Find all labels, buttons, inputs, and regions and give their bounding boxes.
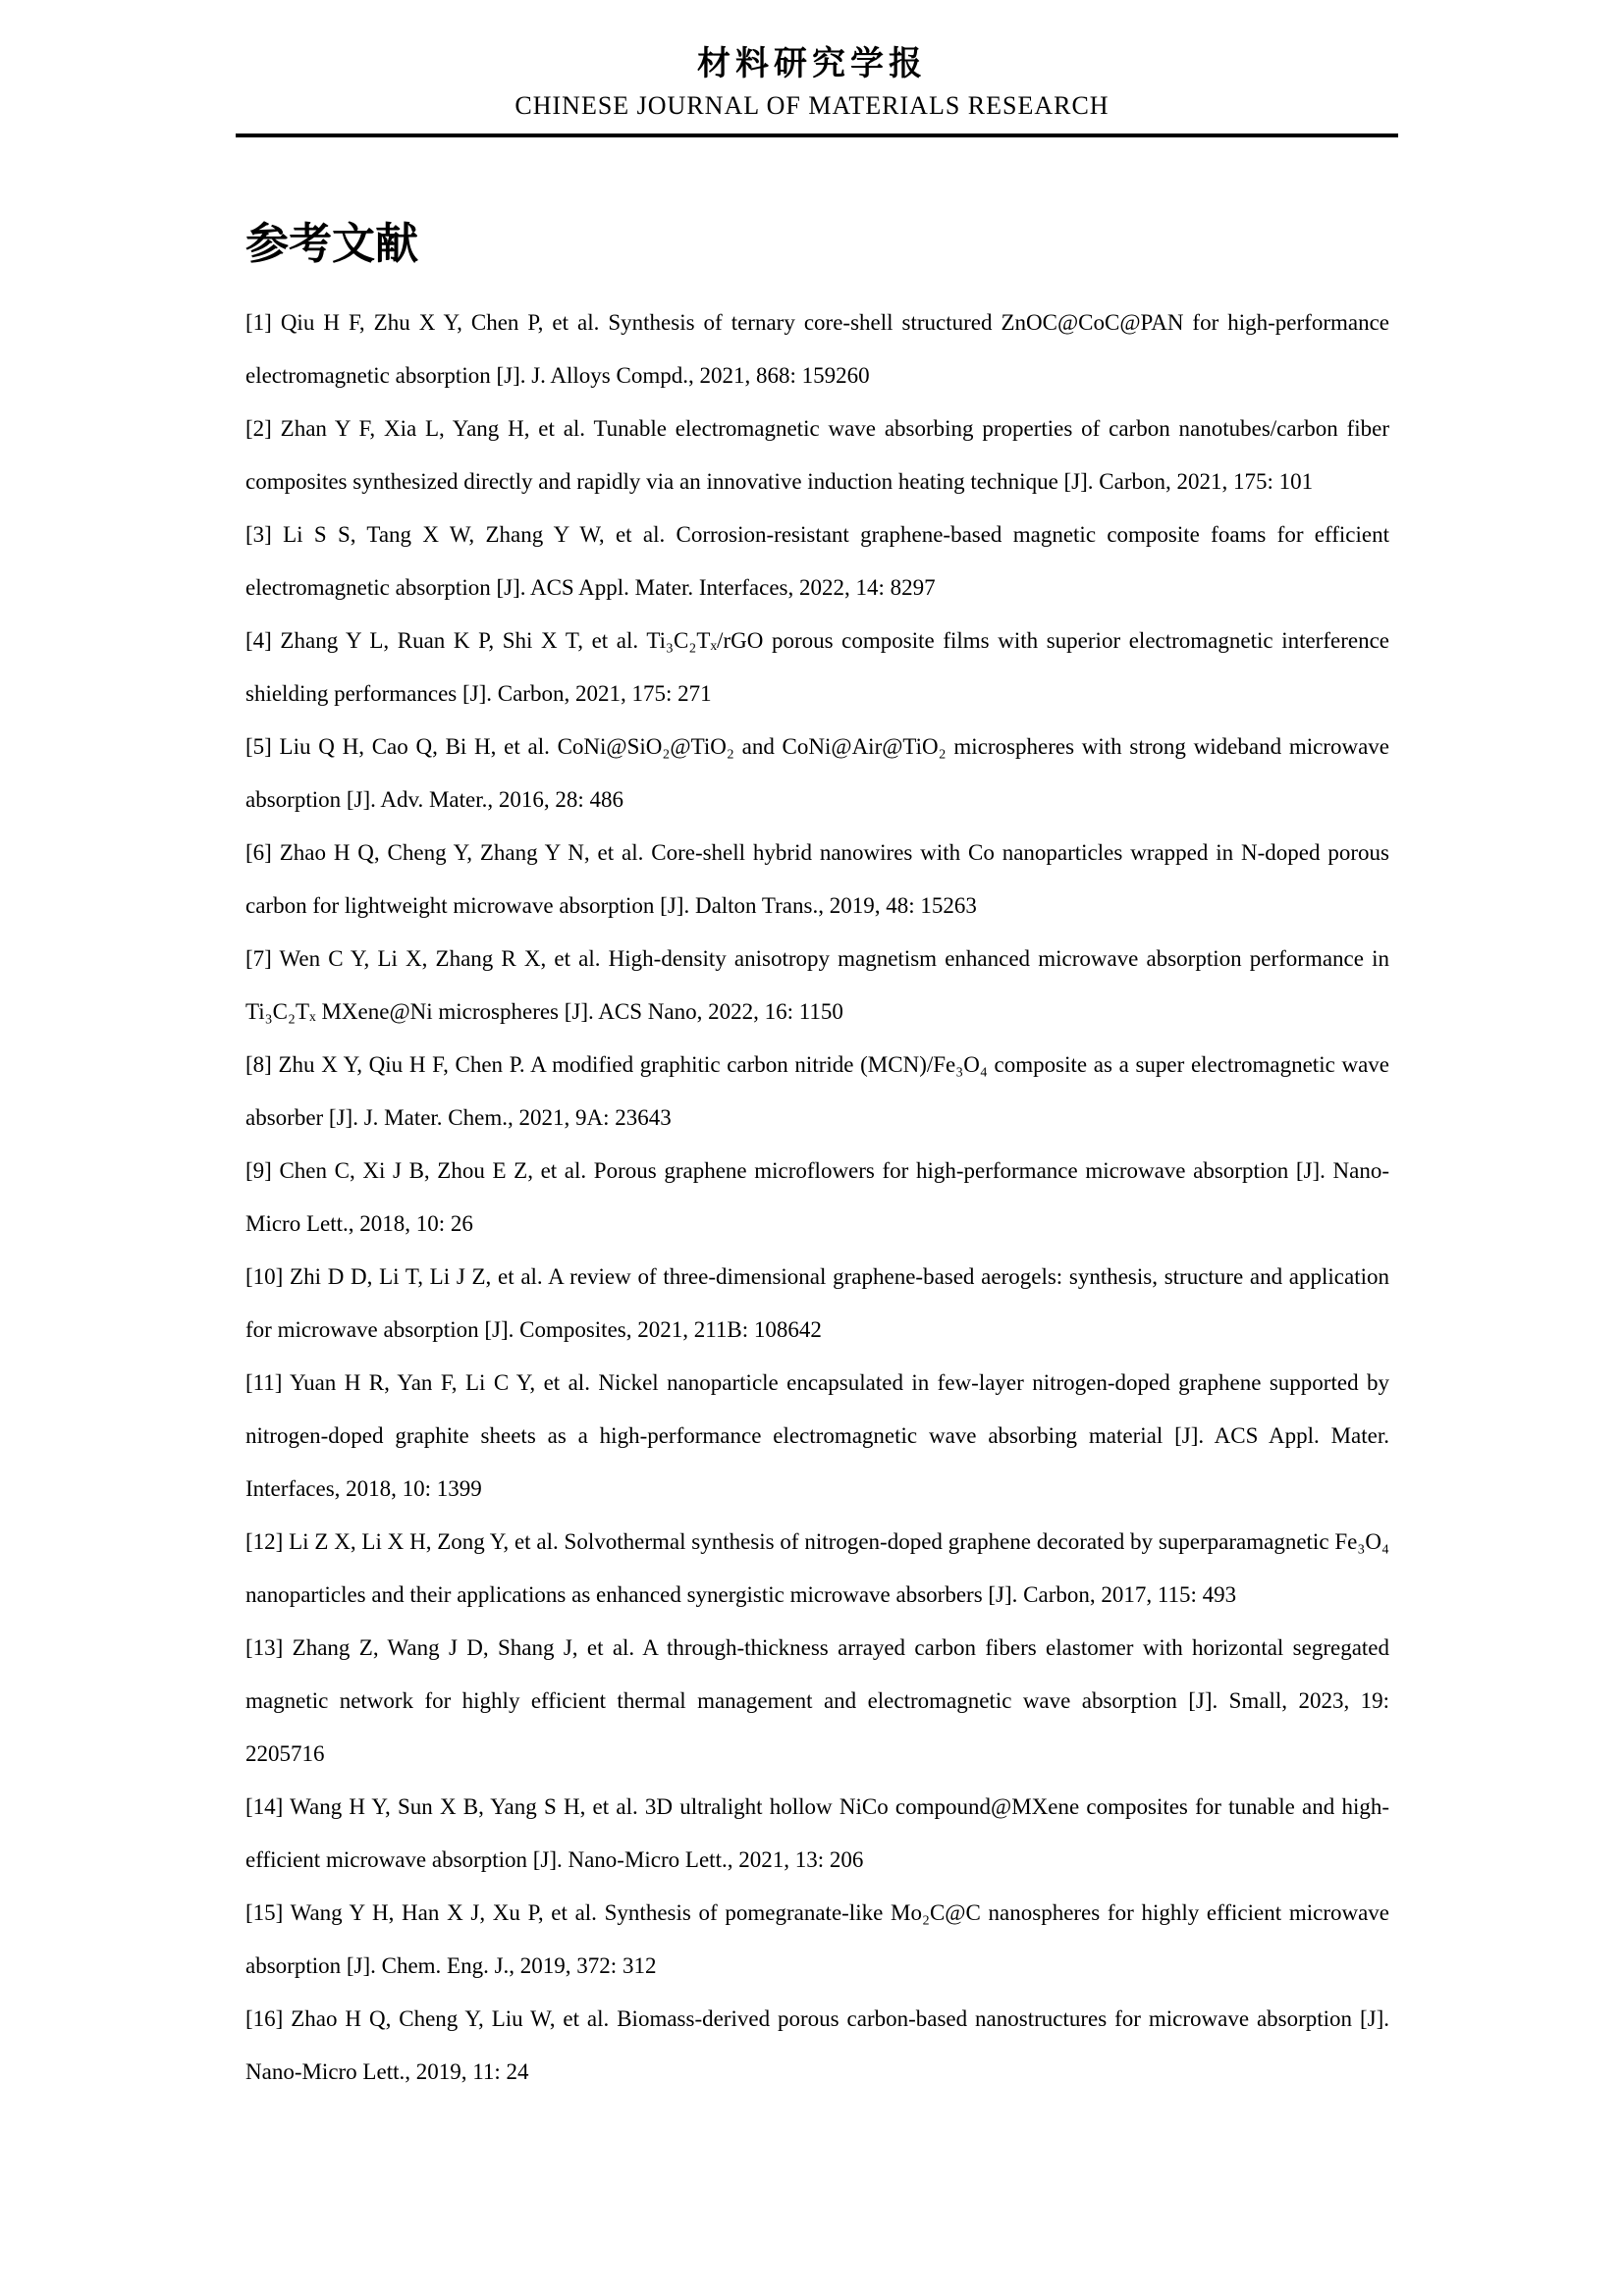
reference-list: [245, 296, 1389, 2099]
reference-item: [2] Zhan Y F, Xia L, Yang H, et al. Tunable electromagnetic wave absorbing properties of carbon nanotubes/carbon fiber composites synthesized directly and rapidly via an innovative induction heating technique [J]. Carbon, 2021, 175: 101: [245, 416, 1389, 494]
reference-item: [1] Qiu H F, Zhu X Y, Chen P, et al. Synthesis of ternary core-shell structured ZnOC@CoC@PAN for high-performance electromagnetic absorption [J]. J. Alloys Compd., 2021, 868: 159260: [245, 310, 1389, 388]
reference-item: [15] Wang Y H, Han X J, Xu P, et al. Synthesis of pomegranate-like Mo₂C@C nanospheres for highly efficient microwave absorption [J]. Chem. Eng. J., 2019, 372: 312: [245, 1900, 1389, 1978]
journal-title-zh: 材料研究学报: [697, 46, 927, 82]
reference-item: [12] Li Z X, Li X H, Zong Y, et al. Solvothermal synthesis of nitrogen-doped graphene decorated by superparamagnetic Fe₃O₄ nanoparticles and their applications as enhanced synergistic microwave absorbers [J]. Carbon, 2017, 115: 493: [245, 1529, 1389, 1607]
header-rule: [236, 133, 1398, 137]
reference-item: [3] Li S S, Tang X W, Zhang Y W, et al. Corrosion-resistant graphene-based magnetic composite foams for efficient electromagnetic absorption [J]. ACS Appl. Mater. Interfaces, 2022, 14: 8297: [245, 522, 1389, 600]
reference-item: [4] Zhang Y L, Ruan K P, Shi X T, et al. Ti₃C₂Tₓ/rGO porous composite films with superior electromagnetic interference shielding performances [J]. Carbon, 2021, 175: 271: [245, 628, 1389, 706]
references-heading: 参考文献: [245, 220, 418, 268]
reference-item: [5] Liu Q H, Cao Q, Bi H, et al. CoNi@SiO₂@TiO₂ and CoNi@Air@TiO₂ microspheres with strong wideband microwave absorption [J]. Adv. Mater., 2016, 28: 486: [245, 734, 1389, 812]
reference-item: [14] Wang H Y, Sun X B, Yang S H, et al. 3D ultralight hollow NiCo compound@MXene composites for tunable and high-efficient microwave absorption [J]. Nano-Micro Lett., 2021, 13: 206: [245, 1794, 1389, 1872]
reference-item: [8] Zhu X Y, Qiu H F, Chen P. A modified graphitic carbon nitride (MCN)/Fe₃O₄ composite as a super electromagnetic wave absorber [J]. J. Mater. Chem., 2021, 9A: 23643: [245, 1052, 1389, 1130]
journal-title-en: CHINESE JOURNAL OF MATERIALS RESEARCH: [514, 91, 1110, 120]
reference-item: [10] Zhi D D, Li T, Li J Z, et al. A review of three-dimensional graphene-based aerogels: synthesis, structure and application for microwave absorption [J]. Composites, 2021, 211B: 108642: [245, 1264, 1389, 1342]
reference-item: [9] Chen C, Xi J B, Zhou E Z, et al. Porous graphene microflowers for high-performance microwave absorption [J]. Nano-Micro Lett., 2018, 10: 26: [245, 1158, 1389, 1236]
reference-item: [16] Zhao H Q, Cheng Y, Liu W, et al. Biomass-derived porous carbon-based nanostructures for microwave absorption [J]. Nano-Micro Lett., 2019, 11: 24: [245, 2006, 1389, 2084]
reference-item: [11] Yuan H R, Yan F, Li C Y, et al. Nickel nanoparticle encapsulated in few-layer nitrogen-doped graphene supported by nitrogen-doped graphite sheets as a high-performance electromagnetic wave absorbing material [J]. ACS Appl. Mater. Interfaces, 2018, 10: 1399: [245, 1370, 1389, 1501]
reference-item: [13] Zhang Z, Wang J D, Shang J, et al. A through-thickness arrayed carbon fibers elastomer with horizontal segregated magnetic network for highly efficient thermal management and electromagnetic wave absorption [J]. Small, 2023, 19: 2205716: [245, 1635, 1389, 1766]
journal-header: [0, 0, 1624, 124]
reference-item: [7] Wen C Y, Li X, Zhang R X, et al. High-density anisotropy magnetism enhanced microwave absorption performance in Ti₃C₂Tₓ MXene@Ni microspheres [J]. ACS Nano, 2022, 16: 1150: [245, 946, 1389, 1024]
reference-item: [6] Zhao H Q, Cheng Y, Zhang Y N, et al. Core-shell hybrid nanowires with Co nanoparticles wrapped in N-doped porous carbon for lightweight microwave absorption [J]. Dalton Trans., 2019, 48: 15263: [245, 840, 1389, 918]
